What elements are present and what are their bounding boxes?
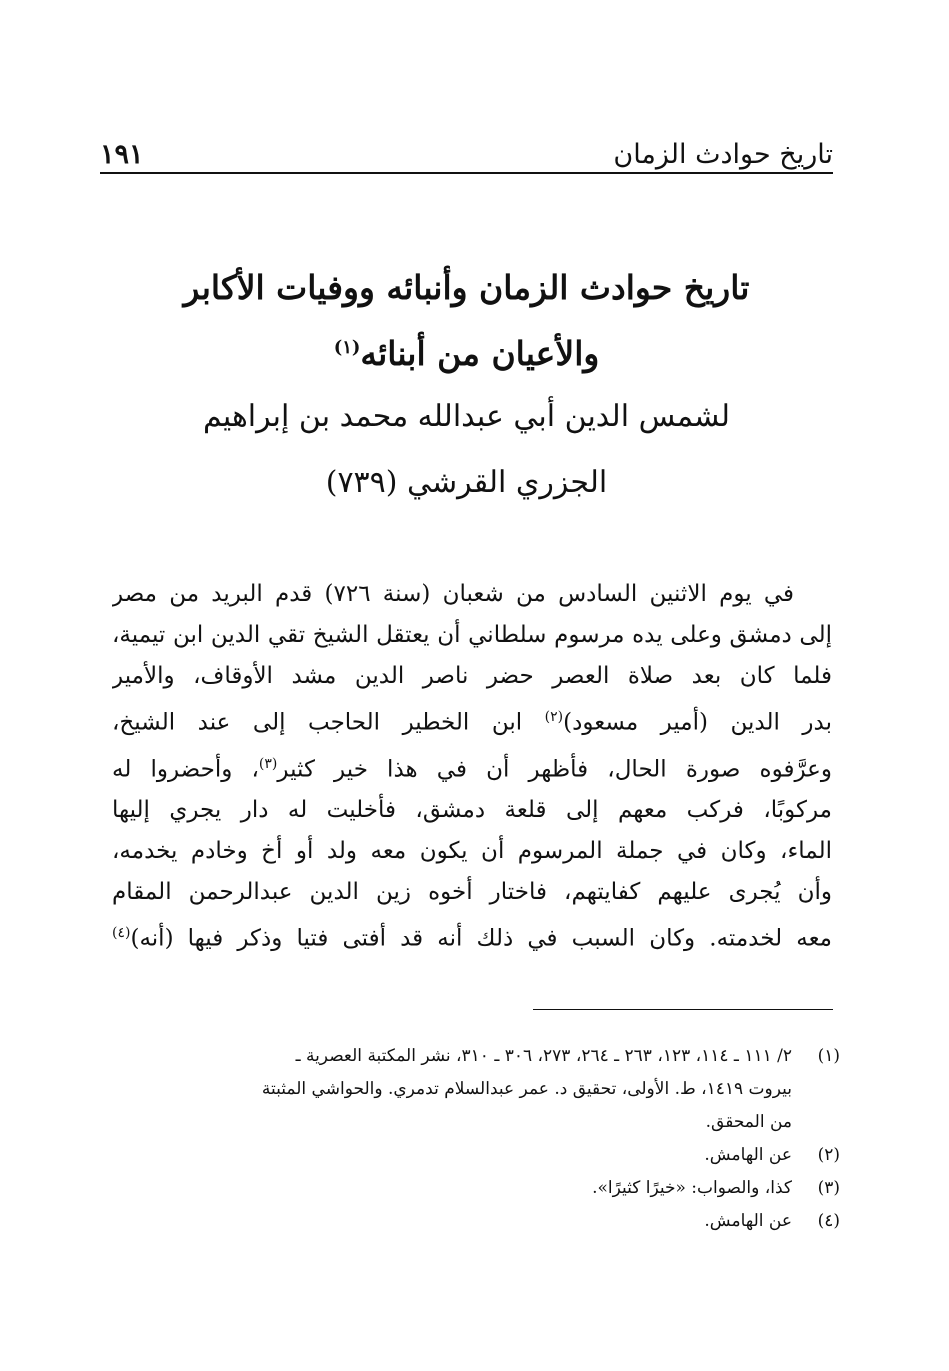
author-line-2: الجزري القرشي (٧٣٩): [325, 465, 608, 500]
footnote-3: [100, 1172, 840, 1205]
footnote-ref-3: (٣): [258, 755, 278, 772]
footnote-number: (٣): [817, 1178, 840, 1198]
footnote-number: (٤): [817, 1211, 840, 1231]
body-line-4-part-2: ابن الخطير الحاجب إلى عند الشيخ،: [112, 709, 545, 736]
body-line-4-part-1: بدر الدين (أمير مسعود): [563, 709, 832, 736]
footnote-line: بيروت ١٤١٩، ط. الأولى، تحقيق د. عمر عبدالسلام تدمري. والحواشي المثبتة: [261, 1079, 792, 1099]
body-line-1: في يوم الاثنين السادس من شعبان (سنة ٧٢٦) قدم البريد من مصر: [112, 581, 794, 607]
body-line-6: مركوبًا، فركب معهم إلى قلعة دمشق، فأخليت له دار يجري إليها: [112, 797, 832, 824]
footnote-number: (٢): [817, 1145, 840, 1165]
footnote-ref-2: (٢): [544, 709, 564, 725]
footnote-number: (١): [817, 1046, 840, 1066]
footnote-1: [100, 1040, 840, 1139]
body-line-5: [112, 744, 832, 791]
body-line-4: [112, 697, 832, 744]
main-paragraph: [112, 574, 832, 960]
running-title: تاريخ حوادث الزمان: [613, 139, 833, 170]
author-line-1: لشمس الدين أبي عبدالله محمد بن إبراهيم: [202, 399, 731, 434]
body-line-5-part-2: ، وأحضروا له: [112, 756, 259, 783]
chapter-title-line-2: [100, 318, 833, 384]
page-header: [100, 130, 833, 174]
body-line-9: [112, 913, 832, 960]
footnote-text: كذا، والصواب: «خيرًا كثيرًا».: [592, 1178, 792, 1198]
footnotes: [100, 1040, 840, 1238]
body-line-3: فلما كان بعد صلاة العصر حضر ناصر الدين مشد الأوقاف، والأمير: [112, 663, 832, 689]
footnote-ref-1: (١): [333, 337, 361, 358]
footnote-line: ٢/ ١١١ ـ ١١٤، ١٢٣، ٢٦٣ ـ ٢٦٤، ٢٧٣، ٣٠٦ ـ ٣١٠، نشر المكتبة العصرية ـ: [295, 1046, 792, 1066]
footnote-separator: [533, 1009, 833, 1010]
body-line-2: إلى دمشق وعلى يده مرسوم سلطاني أن يعتقل الشيخ تقي الدين ابن تيمية،: [112, 622, 832, 648]
body-line-8: وأن يُجرى عليهم كفايتهم، فاختار أخوه زين الدين عبدالرحمن المقام: [112, 879, 832, 906]
body-line-9-text: معه لخدمته. وكان السبب في ذلك أنه قد أفتى فتيا وذكر فيها (أنه): [130, 925, 832, 952]
body-line-7: الماء، وكان في جملة المرسوم أن يكون معه ولد أو أخ وخادم يخدمه،: [112, 838, 832, 865]
chapter-title-line-1: تاريخ حوادث الزمان وأنبائه ووفيات الأكابر: [183, 268, 750, 307]
footnote-line: من المحقق.: [705, 1112, 792, 1132]
page-number: ١٩١: [100, 139, 144, 170]
footnote-text: [100, 1040, 792, 1139]
footnote-ref-4: (٤): [112, 925, 131, 942]
chapter-title-block: [100, 258, 833, 516]
footnote-text: عن الهامش.: [704, 1211, 792, 1231]
body-line-5-part-1: وعرَّفوه صورة الحال، فأظهر أن في هذا خير كثير: [277, 756, 832, 783]
footnote-2: [100, 1139, 840, 1172]
footnote-4: [100, 1205, 840, 1238]
chapter-title-line-2-text: والأعيان من أبنائه: [360, 334, 600, 373]
footnote-text: عن الهامش.: [704, 1145, 792, 1165]
